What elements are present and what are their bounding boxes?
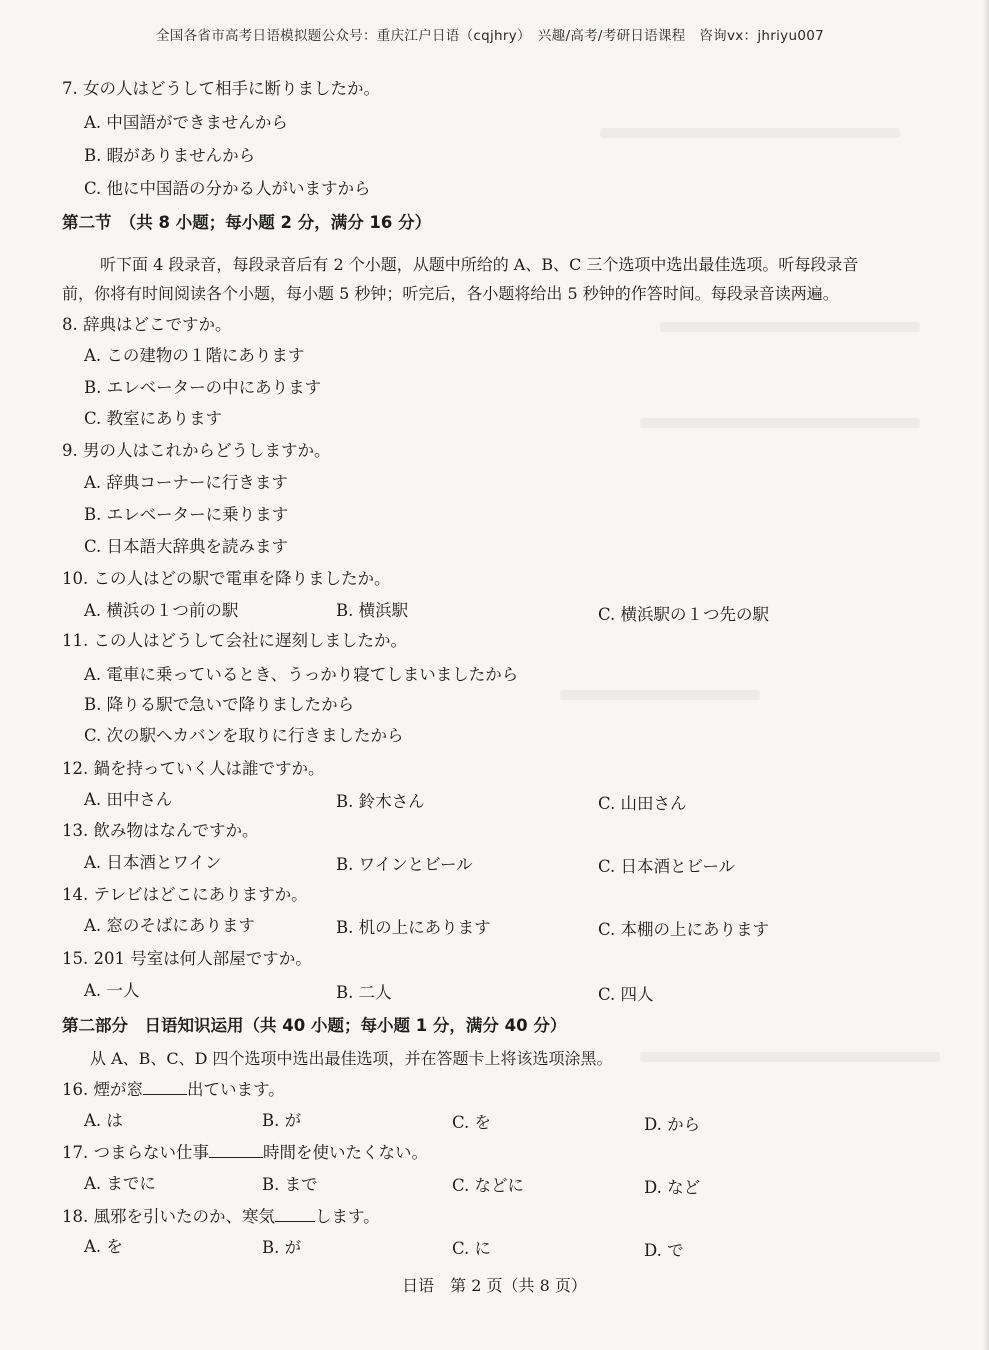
q16-option-c: C. を (452, 1113, 492, 1132)
question-10: 10. この人はどの駅で電車を降りましたか。 (62, 569, 391, 588)
question-18 (62, 1205, 380, 1228)
bleed-through-mark (640, 1052, 940, 1062)
page-footer: 日语 第 2 页（共 8 页） (402, 1276, 587, 1295)
question-12: 12. 鍋を持っていく人は誰ですか。 (62, 759, 325, 778)
question-14: 14. テレビはどこにありますか。 (62, 885, 308, 904)
q10-option-a: A. 横浜の１つ前の駅 (84, 601, 239, 620)
q17-option-d: D. など (644, 1178, 701, 1197)
question-13: 13. 飲み物はなんですか。 (62, 821, 259, 840)
question-16 (62, 1078, 285, 1101)
q17-option-c: C. などに (452, 1176, 525, 1195)
q16-option-a: A. は (84, 1111, 123, 1130)
question-8: 8. 辞典はどこですか。 (62, 315, 232, 334)
q10-option-c: C. 横浜駅の１つ先の駅 (598, 605, 770, 624)
q8-option-b: B. エレベーターの中にあります (84, 378, 322, 397)
q7-option-c: C. 他に中国語の分かる人がいますから (84, 179, 371, 198)
q15-option-b: B. 二人 (336, 983, 392, 1002)
q8-option-a: A. この建物の１階にあります (84, 346, 305, 365)
q17-text-before: 17. つまらない仕事 (62, 1143, 209, 1162)
q10-option-b: B. 横浜駅 (336, 601, 409, 620)
answer-blank (209, 1141, 263, 1158)
q13-option-b: B. ワインとビール (336, 855, 473, 874)
q16-option-d: D. から (644, 1115, 701, 1134)
q11-option-a: A. 電車に乗っているとき、うっかり寝てしまいましたから (84, 665, 519, 684)
q18-option-a: A. を (84, 1237, 123, 1256)
q12-option-c: C. 山田さん (598, 794, 687, 813)
q16-text-after: 出ています。 (187, 1080, 285, 1099)
question-9: 9. 男の人はこれからどうしますか。 (62, 441, 331, 460)
question-15: 15. 201 号室は何人部屋ですか。 (62, 949, 312, 968)
answer-blank (275, 1205, 315, 1222)
header-text: 全国各省市高考日语模拟题公众号：重庆江户日语（cqjhry） 兴趣/高考/考研日语课程 咨询vx：jhriyu007 (156, 28, 824, 44)
q12-option-a: A. 田中さん (84, 790, 173, 809)
page-header (0, 24, 989, 52)
q14-option-a: A. 窓のそばにあります (84, 916, 255, 935)
scan-edge-shadow (983, 0, 989, 1350)
part-2-instruction: 从 A、B、C、D 四个选项中选出最佳选项，并在答题卡上将该选项涂黑。 (90, 1049, 613, 1068)
q11-option-c: C. 次の駅へカバンを取りに行きましたから (84, 726, 404, 745)
q18-option-d: D. で (644, 1241, 684, 1260)
q14-option-c: C. 本棚の上にあります (598, 920, 770, 939)
answer-blank (143, 1078, 187, 1095)
q8-option-c: C. 教室にあります (84, 409, 223, 428)
q7-option-b: B. 暇がありませんから (84, 146, 256, 165)
q7-option-a: A. 中国語ができませんから (84, 113, 288, 132)
q17-text-after: 時間を使いたくない。 (263, 1143, 428, 1162)
section-2-title: 第二节 （共 8 小题；每小题 2 分，满分 16 分） (62, 213, 432, 232)
q17-option-a: A. までに (84, 1174, 156, 1193)
q12-option-b: B. 鈴木さん (336, 792, 425, 811)
q18-option-c: C. に (452, 1239, 492, 1258)
q18-text-after: します。 (315, 1207, 380, 1226)
q13-option-c: C. 日本酒とビール (598, 857, 736, 876)
q15-option-a: A. 一人 (84, 981, 140, 1000)
section-2-instruction: 听下面 4 段录音，每段录音后有 2 个小题，从题中所给的 A、B、C 三个选项中选出最佳选项。听每段录音前，你将有时间阅读各个小题，每小题 5 秒钟；听完后，各小题将给出 5 秒钟的作答时间。每段录音读两遍。 (62, 255, 859, 303)
bleed-through-mark (560, 690, 760, 700)
q11-option-b: B. 降りる駅で急いで降りましたから (84, 695, 355, 714)
q9-option-a: A. 辞典コーナーに行きます (84, 473, 288, 492)
q9-option-c: C. 日本語大辞典を読みます (84, 537, 289, 556)
bleed-through-mark (660, 322, 920, 332)
q16-text-before: 16. 煙が窓 (62, 1080, 143, 1099)
question-7: 7. 女の人はどうして相手に断りましたか。 (62, 79, 380, 98)
q13-option-a: A. 日本酒とワイン (84, 853, 222, 872)
bleed-through-mark (600, 128, 900, 138)
part-2-title: 第二部分 日语知识运用（共 40 小题；每小题 1 分，满分 40 分） (62, 1016, 567, 1035)
q9-option-b: B. エレベーターに乗ります (84, 505, 289, 524)
q15-option-c: C. 四人 (598, 985, 654, 1004)
question-11: 11. この人はどうして会社に遅刻しましたか。 (62, 631, 407, 650)
q16-option-b: B. が (262, 1111, 302, 1130)
bleed-through-mark (640, 418, 920, 428)
q17-option-b: B. まで (262, 1175, 318, 1194)
q18-option-b: B. が (262, 1238, 302, 1257)
q18-text-before: 18. 風邪を引いたのか、寒気 (62, 1207, 275, 1226)
q14-option-b: B. 机の上にあります (336, 918, 491, 937)
question-17 (62, 1141, 428, 1164)
